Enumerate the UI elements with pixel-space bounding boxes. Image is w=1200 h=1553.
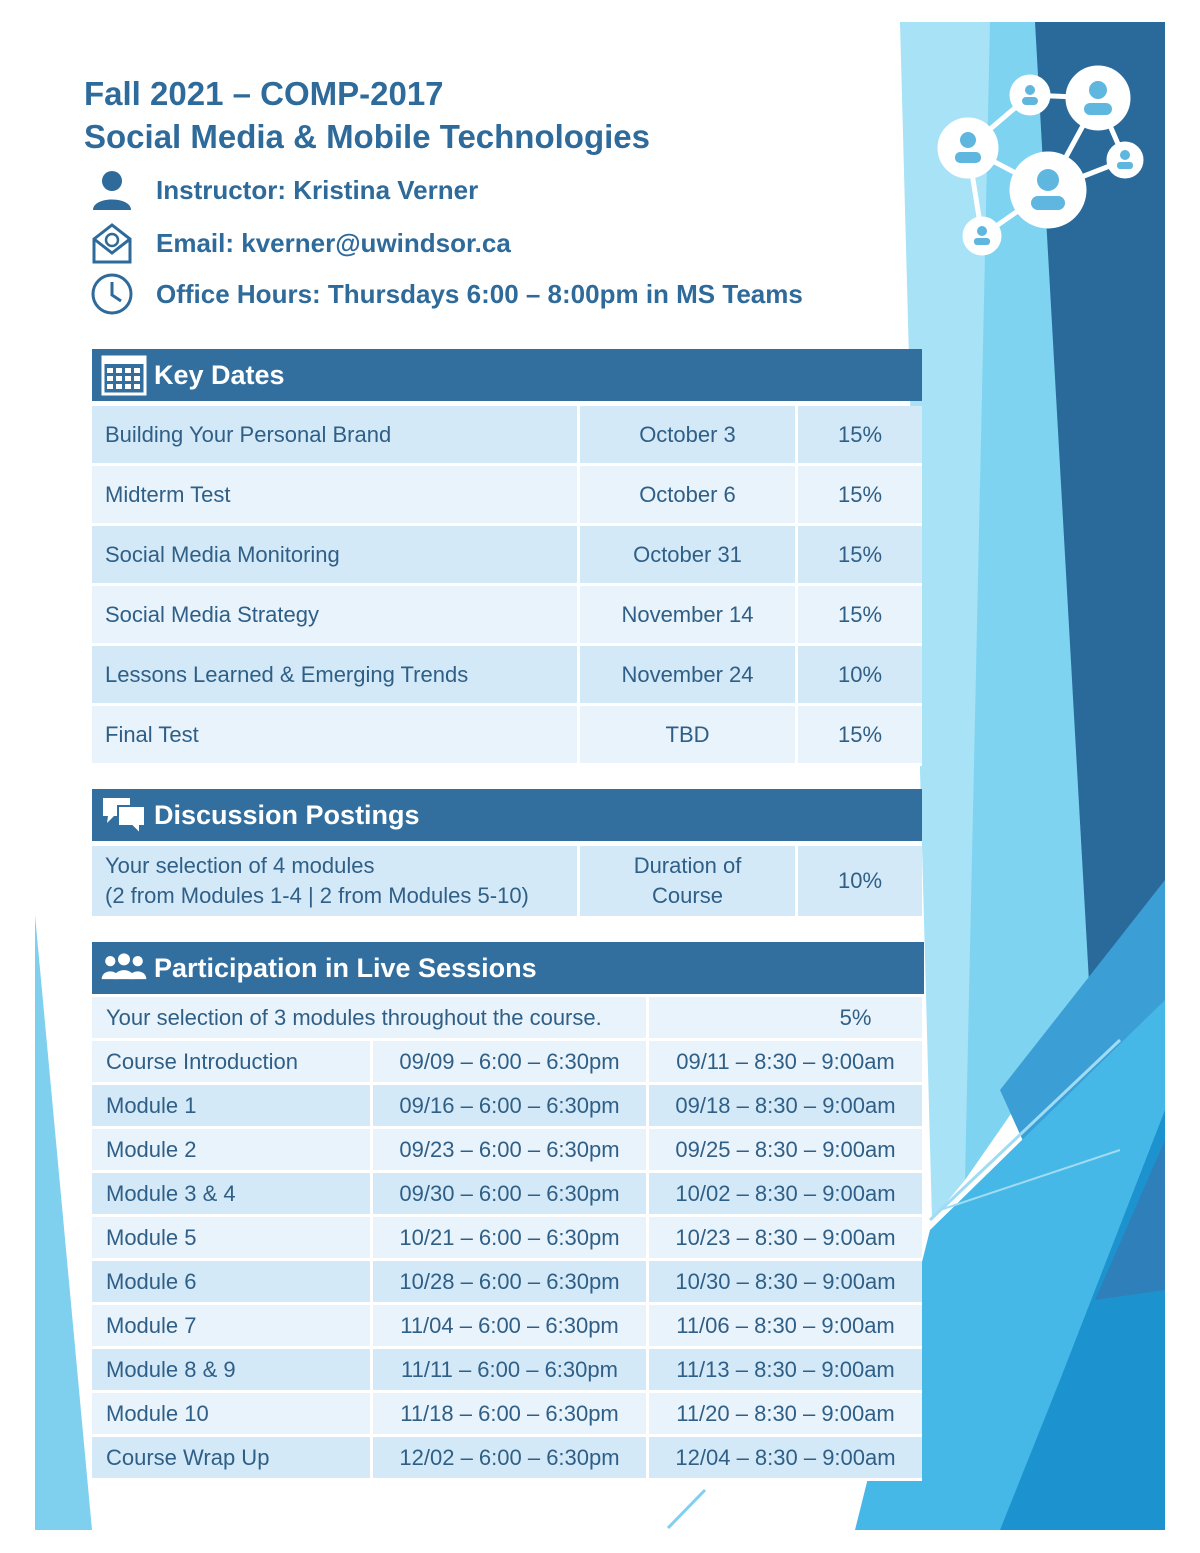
discussion-line2: (2 from Modules 1-4 | 2 from Modules 5-10) [105, 883, 529, 908]
assignment-date: October 31 [580, 526, 798, 586]
table-row [92, 1305, 922, 1349]
module-name: Module 6 [92, 1261, 373, 1305]
assignment-weight: 15% [798, 586, 922, 646]
calendar-icon [100, 354, 148, 396]
group-users-icon [100, 947, 148, 989]
assignment-date: October 3 [580, 406, 798, 466]
table-row [92, 1129, 922, 1173]
module-name: Module 2 [92, 1129, 373, 1173]
session-thursday: 11/04 – 6:00 – 6:30pm [373, 1305, 649, 1349]
table-row [92, 1393, 922, 1437]
table-row [92, 406, 922, 466]
session-saturday: 11/06 – 8:30 – 9:00am [649, 1305, 922, 1349]
assignment-date: TBD [580, 706, 798, 766]
module-name: Module 1 [92, 1085, 373, 1129]
assignment-weight: 15% [798, 406, 922, 466]
duration-line1: Duration of [633, 853, 742, 878]
discussion-line1: Your selection of 4 modules [105, 853, 375, 878]
table-row [92, 1217, 922, 1261]
session-thursday: 09/23 – 6:00 – 6:30pm [373, 1129, 649, 1173]
instructor-row [90, 168, 478, 212]
session-thursday: 09/16 – 6:00 – 6:30pm [373, 1085, 649, 1129]
assignment-name: Lessons Learned & Emerging Trends [92, 646, 580, 706]
discussion-description [92, 846, 580, 919]
table-row [92, 466, 922, 526]
assignment-weight: 15% [798, 526, 922, 586]
module-name: Module 3 & 4 [92, 1173, 373, 1217]
session-thursday: 11/18 – 6:00 – 6:30pm [373, 1393, 649, 1437]
session-thursday: 11/11 – 6:00 – 6:30pm [373, 1349, 649, 1393]
discussion-title: Discussion Postings [154, 799, 420, 830]
live-sessions-header [92, 942, 924, 994]
person-icon [90, 168, 134, 212]
email-address[interactable]: Email: kverner@uwindsor.ca [156, 227, 511, 258]
key-dates-title: Key Dates [154, 359, 285, 390]
session-thursday: 10/21 – 6:00 – 6:30pm [373, 1217, 649, 1261]
session-saturday: 09/25 – 8:30 – 9:00am [649, 1129, 922, 1173]
course-subtitle: Social Media & Mobile Technologies [84, 118, 650, 155]
course-title: Fall 2021 – COMP-2017 [84, 75, 444, 112]
session-saturday: 09/18 – 8:30 – 9:00am [649, 1085, 922, 1129]
office-hours-row [90, 272, 803, 316]
table-row [92, 586, 922, 646]
office-hours: Office Hours: Thursdays 6:00 – 8:00pm in MS Teams [156, 278, 803, 309]
session-saturday: 10/23 – 8:30 – 9:00am [649, 1217, 922, 1261]
table-row [92, 646, 922, 706]
table-row [92, 1085, 922, 1129]
module-name: Course Introduction [92, 1041, 373, 1085]
email-icon [90, 221, 134, 265]
session-thursday: 10/28 – 6:00 – 6:30pm [373, 1261, 649, 1305]
discussion-duration [580, 846, 798, 919]
assignment-weight: 15% [798, 466, 922, 526]
module-name: Course Wrap Up [92, 1437, 373, 1481]
assignment-name: Midterm Test [92, 466, 580, 526]
header [84, 72, 650, 158]
session-saturday: 10/02 – 8:30 – 9:00am [649, 1173, 922, 1217]
session-saturday: 09/11 – 8:30 – 9:00am [649, 1041, 922, 1085]
assignment-weight: 15% [798, 706, 922, 766]
assignment-weight: 10% [798, 646, 922, 706]
table-row [92, 846, 922, 919]
discussion-weight: 10% [798, 846, 922, 919]
table-row [92, 1261, 922, 1305]
live-weight: 5% [649, 997, 922, 1041]
clock-icon [90, 272, 134, 316]
table-row [92, 1437, 922, 1481]
live-sessions-table [92, 997, 922, 1481]
instructor-name: Instructor: Kristina Verner [156, 174, 479, 205]
key-dates-table [92, 406, 922, 766]
table-row [92, 526, 922, 586]
table-row [92, 997, 922, 1041]
discussion-header [92, 789, 922, 841]
session-saturday: 10/30 – 8:30 – 9:00am [649, 1261, 922, 1305]
discussion-table [92, 846, 922, 919]
key-dates-header [92, 349, 922, 401]
table-row [92, 706, 922, 766]
assignment-name: Building Your Personal Brand [92, 406, 580, 466]
assignment-name: Social Media Strategy [92, 586, 580, 646]
live-summary: Your selection of 3 modules throughout the course. [92, 997, 649, 1041]
module-name: Module 10 [92, 1393, 373, 1437]
assignment-name: Social Media Monitoring [92, 526, 580, 586]
assignment-date: October 6 [580, 466, 798, 526]
table-row [92, 1173, 922, 1217]
session-thursday: 09/30 – 6:00 – 6:30pm [373, 1173, 649, 1217]
session-thursday: 09/09 – 6:00 – 6:30pm [373, 1041, 649, 1085]
assignment-date: November 14 [580, 586, 798, 646]
table-row [92, 1349, 922, 1393]
live-sessions-title: Participation in Live Sessions [154, 952, 537, 983]
session-saturday: 11/13 – 8:30 – 9:00am [649, 1349, 922, 1393]
assignment-date: November 24 [580, 646, 798, 706]
module-name: Module 5 [92, 1217, 373, 1261]
email-row [90, 221, 511, 265]
module-name: Module 7 [92, 1305, 373, 1349]
table-row [92, 1041, 922, 1085]
session-saturday: 12/04 – 8:30 – 9:00am [649, 1437, 922, 1481]
session-saturday: 11/20 – 8:30 – 9:00am [649, 1393, 922, 1437]
assignment-name: Final Test [92, 706, 580, 766]
module-name: Module 8 & 9 [92, 1349, 373, 1393]
session-thursday: 12/02 – 6:00 – 6:30pm [373, 1437, 649, 1481]
duration-line2: Course [652, 883, 723, 908]
chat-bubbles-icon [100, 794, 148, 836]
